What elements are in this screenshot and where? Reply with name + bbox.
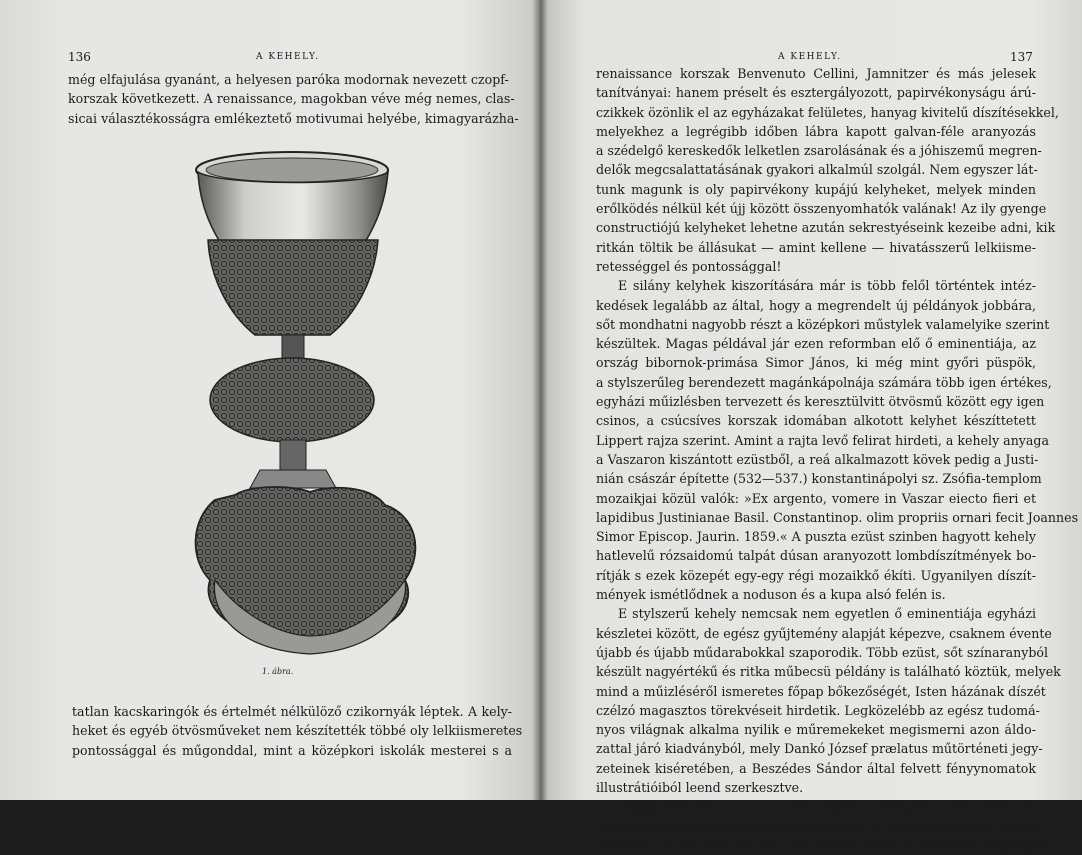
text-line: Lippert rajza szerint. Amint a rajta levő felirat hirdeti, a kehely anyaga [596, 432, 1049, 448]
text-line: erőlködés nélkül két újj között összenyomhatók valának! Az ily gyenge [596, 201, 1047, 217]
text-line: pontossággal és műgonddal, mint a középkori iskolák mesterei s a [72, 742, 512, 758]
text-line: renaissance korszak Benvenuto Cellini, Jamnitzer és más jelesek [596, 66, 1036, 81]
text-line: Főpapjaink közül a stylszerű egyházi edények felkarolását és [618, 799, 1036, 815]
right-page [540, 0, 1082, 853]
text-line: zeteinek kiséretében, a Beszédes Sándor által felvett fényynomatok [596, 760, 1036, 776]
text-line: czélzó magasztos törekvéseit hirdetik. Legközelébb az egész tudomá- [596, 702, 1040, 718]
paragraph [596, 797, 1056, 855]
text-line: zattal járó kiadványból, mely Dankó József prælatus műtörténeti jegy- [596, 741, 1043, 757]
right-page-number: 137 [1010, 50, 1033, 64]
text-line: készült nagyértékű és ritka műbecsü példány is található köztük, melyek [596, 664, 1061, 680]
text-line: delők megcsalattatásának gyakori alkalmúl szolgál. Nem egyszer lát- [596, 162, 1038, 178]
text-line: korszak következett. A renaissance, magokban véve még nemes, clas- [68, 91, 515, 107]
text-line: E stylszerű kehely nemcsak nem egyetlen ő eminentiája egyházi [618, 606, 1036, 622]
chalice-illustration-icon [180, 140, 430, 660]
text-line: nián császár építette (532—537.) konstantinápolyi sz. Zsófia-templom [596, 471, 1042, 487]
text-line: hatlevelű rózsaidomú talpát dúsan aranyozott lombdíszítmények bo- [596, 548, 1036, 564]
left-page [0, 0, 540, 800]
text-line: ország bibornok-primása Simor János, ki még mint győri püspök, [596, 355, 1036, 371]
text-line: czikkek özönlik el az egyházakat felületes, hanyag kivitelű díszítésekkel, [596, 104, 1059, 120]
text-line: beszerzését illetőleg máris többen tűnnek ki. Hosszadalmassá válnék [596, 818, 1039, 834]
text-line: illustrátióiból leend szerkesztve. [596, 779, 804, 795]
text-line: lapidibus Justinianae Basil. Constantinop. olim propriis ornari fecit Joannes [596, 509, 1079, 525]
text-line: heket és egyéb ötvösműveket nem készítették többé oly lelkiismeretes [72, 723, 523, 739]
text-line: sőt mondhatni nagyobb részt a középkori műstylek valamelyike szerint [596, 316, 1050, 332]
text-line: egyházi műizlésben tervezett és keresztülvitt ötvösmű között egy igen [596, 394, 1045, 410]
text-line: mények ismétlődnek a noduson és a kupa alsó felén is. [596, 587, 946, 603]
paragraph [596, 64, 1059, 276]
left-running-head: A KEHELY. [256, 52, 320, 62]
text-line: tanítványai: hanem préselt és esztergályozott, papirvékonyságu árú- [596, 85, 1036, 101]
text-line: mind a műizléséről ismeretes főpap bőkezőségét, Isten házának díszét [596, 683, 1046, 699]
text-line: újabb és újabb műdarabokkal szaporodik. Több ezüst, sőt színaranyból [596, 644, 1049, 660]
text-line: készletei között, de egész gyűjtemény alapját képezve, csaknem évente [596, 625, 1052, 641]
text-line: a stylszerűleg berendezett magánkápolnája számára több igen értékes, [596, 374, 1052, 390]
text-line: kedések legalább az által, hogy a megrendelt új példányok jobbára, [596, 297, 1036, 313]
figure-caption: 1. ábra. [262, 667, 294, 676]
paragraph [596, 604, 1061, 797]
text-line: a Vaszaron kiszántott ezüstből, a reá alkalmazott kövek pedig a Justi- [596, 451, 1039, 467]
text-line: E silány kelyhek kiszorítására már is több felől történtek intéz- [618, 278, 1036, 294]
paragraph [596, 276, 1079, 604]
text-line: Simor Episcop. Jaurin. 1859.« A puszta ezüst szinben hagyott kehely [596, 529, 1036, 545]
text-line: tunk magunk is oly papirvékony kupájú kelyheket, melyek minden [596, 181, 1036, 197]
text-line: constructiójú kelyheket lehetne azután sekrestyéseink kezeibe adni, kik [596, 220, 1056, 236]
left-top-text [68, 70, 519, 128]
text-line: csinos, a csúcsíves korszak idomában alkotott kelyhet készíttetett [596, 413, 1036, 429]
left-page-number: 136 [68, 50, 91, 64]
text-line: retességgel és pontossággal! [596, 258, 782, 274]
right-running-head: A KEHELY. [778, 52, 842, 62]
text-line: ritkán töltik be állásukat — amint kellene — hivatásszerű lelkiisme- [596, 239, 1036, 255]
text-line: nyos világnak alkalma nyilik e műremekeket megismerni azon áldo- [596, 722, 1036, 738]
text-line: czikkünk, ha mindannyit bár csak névleg, néhány ismertető megjegyzés [596, 837, 1056, 853]
text-line: melyekhez a legrégibb időben lábra kapott galvan-féle aranyozás [596, 123, 1036, 139]
text-line: mozaikjai közül valók: »Ex argento, vomere in Vaszar eiecto fieri et [596, 490, 1036, 506]
text-line: a szédelgő kereskedők lelketlen zsarolásának és a jóhiszemű megren- [596, 143, 1042, 159]
text-line: még elfajulása gyanánt, a helyesen paróka modornak nevezett czopf- [68, 72, 509, 87]
left-bottom-text [72, 702, 523, 760]
text-line: tatlan kacskaringók és értelmét nélkülöző czikornyák léptek. A kely- [72, 704, 512, 719]
text-line: készültek. Magas példával jár ezen reformban elő ő eminentiája, az [596, 336, 1036, 352]
text-line: sicai választékosságra emlékeztető motivumai helyébe, kimagyarázha- [68, 110, 519, 126]
right-body-text [596, 64, 1079, 855]
text-line: rítják s ezek közepét egy-egy régi mozaikkő ékíti. Ugyanilyen díszít- [596, 567, 1036, 583]
